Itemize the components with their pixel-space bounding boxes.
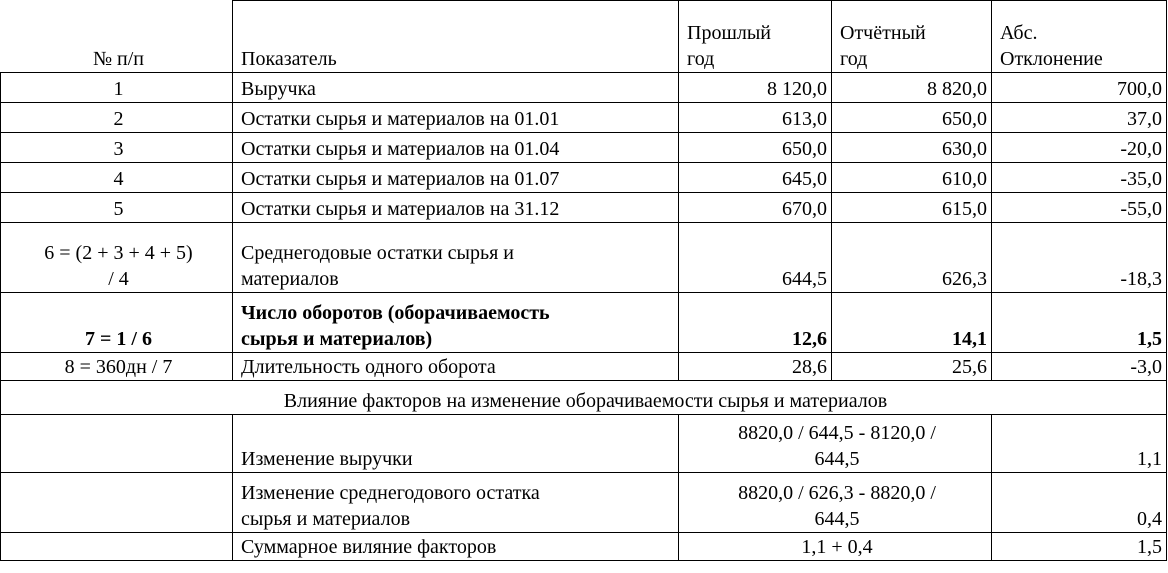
row-indicator: Остатки сырья и материалов на 01.01 [233,103,679,133]
header-indicator: Показатель [233,1,679,73]
row-prev-value: 650,0 [679,133,832,163]
row-number: 8 = 360дн / 7 [1,353,233,381]
row-curr-value: 14,1 [832,293,992,353]
row-indicator: Остатки сырья и материалов на 31.12 [233,193,679,223]
table-row-highlight [1,293,1167,353]
table-row [1,133,1167,163]
factor-number-empty [1,415,233,473]
row-curr-value: 626,3 [832,223,992,293]
row-curr-value: 650,0 [832,103,992,133]
row-prev-value: 28,6 [679,353,832,381]
row-number: 3 [1,133,233,163]
header-row [1,1,1167,73]
factor-indicator: Изменение среднегодового остатка сырья и материалов [233,473,679,533]
header-abs-deviation: Абс. Отклонение [992,1,1167,73]
header-prev-year: Прошлый год [679,1,832,73]
row-deviation: -55,0 [992,193,1167,223]
factor-indicator: Изменение выручки [233,415,679,473]
factor-row [1,533,1167,561]
row-curr-value: 25,6 [832,353,992,381]
row-indicator: Выручка [233,73,679,103]
factor-indicator: Суммарное виляние факторов [233,533,679,561]
table-row [1,353,1167,381]
row-curr-value: 8 820,0 [832,73,992,103]
factor-row [1,415,1167,473]
row-prev-value: 644,5 [679,223,832,293]
row-indicator: Остатки сырья и материалов на 01.04 [233,133,679,163]
row-prev-value: 8 120,0 [679,73,832,103]
row-deviation: -3,0 [992,353,1167,381]
row-deviation: 37,0 [992,103,1167,133]
factor-formula: 8820,0 / 644,5 - 8120,0 / 644,5 [679,415,992,473]
row-deviation: -35,0 [992,163,1167,193]
factor-row [1,473,1167,533]
row-number: 2 [1,103,233,133]
row-deviation: -18,3 [992,223,1167,293]
factors-section-title: Влияние факторов на изменение оборачиваемости сырья и материалов [1,381,1167,415]
row-prev-value: 645,0 [679,163,832,193]
row-prev-value: 670,0 [679,193,832,223]
row-indicator: Среднегодовые остатки сырья и материалов [233,223,679,293]
header-no: № п/п [1,1,233,73]
row-curr-value: 630,0 [832,133,992,163]
table-row [1,223,1167,293]
factor-value: 1,1 [992,415,1167,473]
row-indicator: Остатки сырья и материалов на 01.07 [233,163,679,193]
factors-title-row [1,381,1167,415]
row-deviation: 700,0 [992,73,1167,103]
row-number: 1 [1,73,233,103]
factor-value: 0,4 [992,473,1167,533]
row-number: 7 = 1 / 6 [1,293,233,353]
factor-value: 1,5 [992,533,1167,561]
row-indicator: Число оборотов (оборачиваемость сырья и материалов) [233,293,679,353]
row-number: 6 = (2 + 3 + 4 + 5) / 4 [1,223,233,293]
table-row [1,193,1167,223]
row-deviation: 1,5 [992,293,1167,353]
row-number: 4 [1,163,233,193]
row-number: 5 [1,193,233,223]
table-row [1,103,1167,133]
header-current-year: Отчётный год [832,1,992,73]
table-row [1,73,1167,103]
row-deviation: -20,0 [992,133,1167,163]
row-curr-value: 615,0 [832,193,992,223]
row-curr-value: 610,0 [832,163,992,193]
row-prev-value: 613,0 [679,103,832,133]
factor-formula: 1,1 + 0,4 [679,533,992,561]
table-row [1,163,1167,193]
row-prev-value: 12,6 [679,293,832,353]
factor-formula: 8820,0 / 626,3 - 8820,0 / 644,5 [679,473,992,533]
row-indicator: Длительность одного оборота [233,353,679,381]
factor-number-empty [1,533,233,561]
factor-number-empty [1,473,233,533]
